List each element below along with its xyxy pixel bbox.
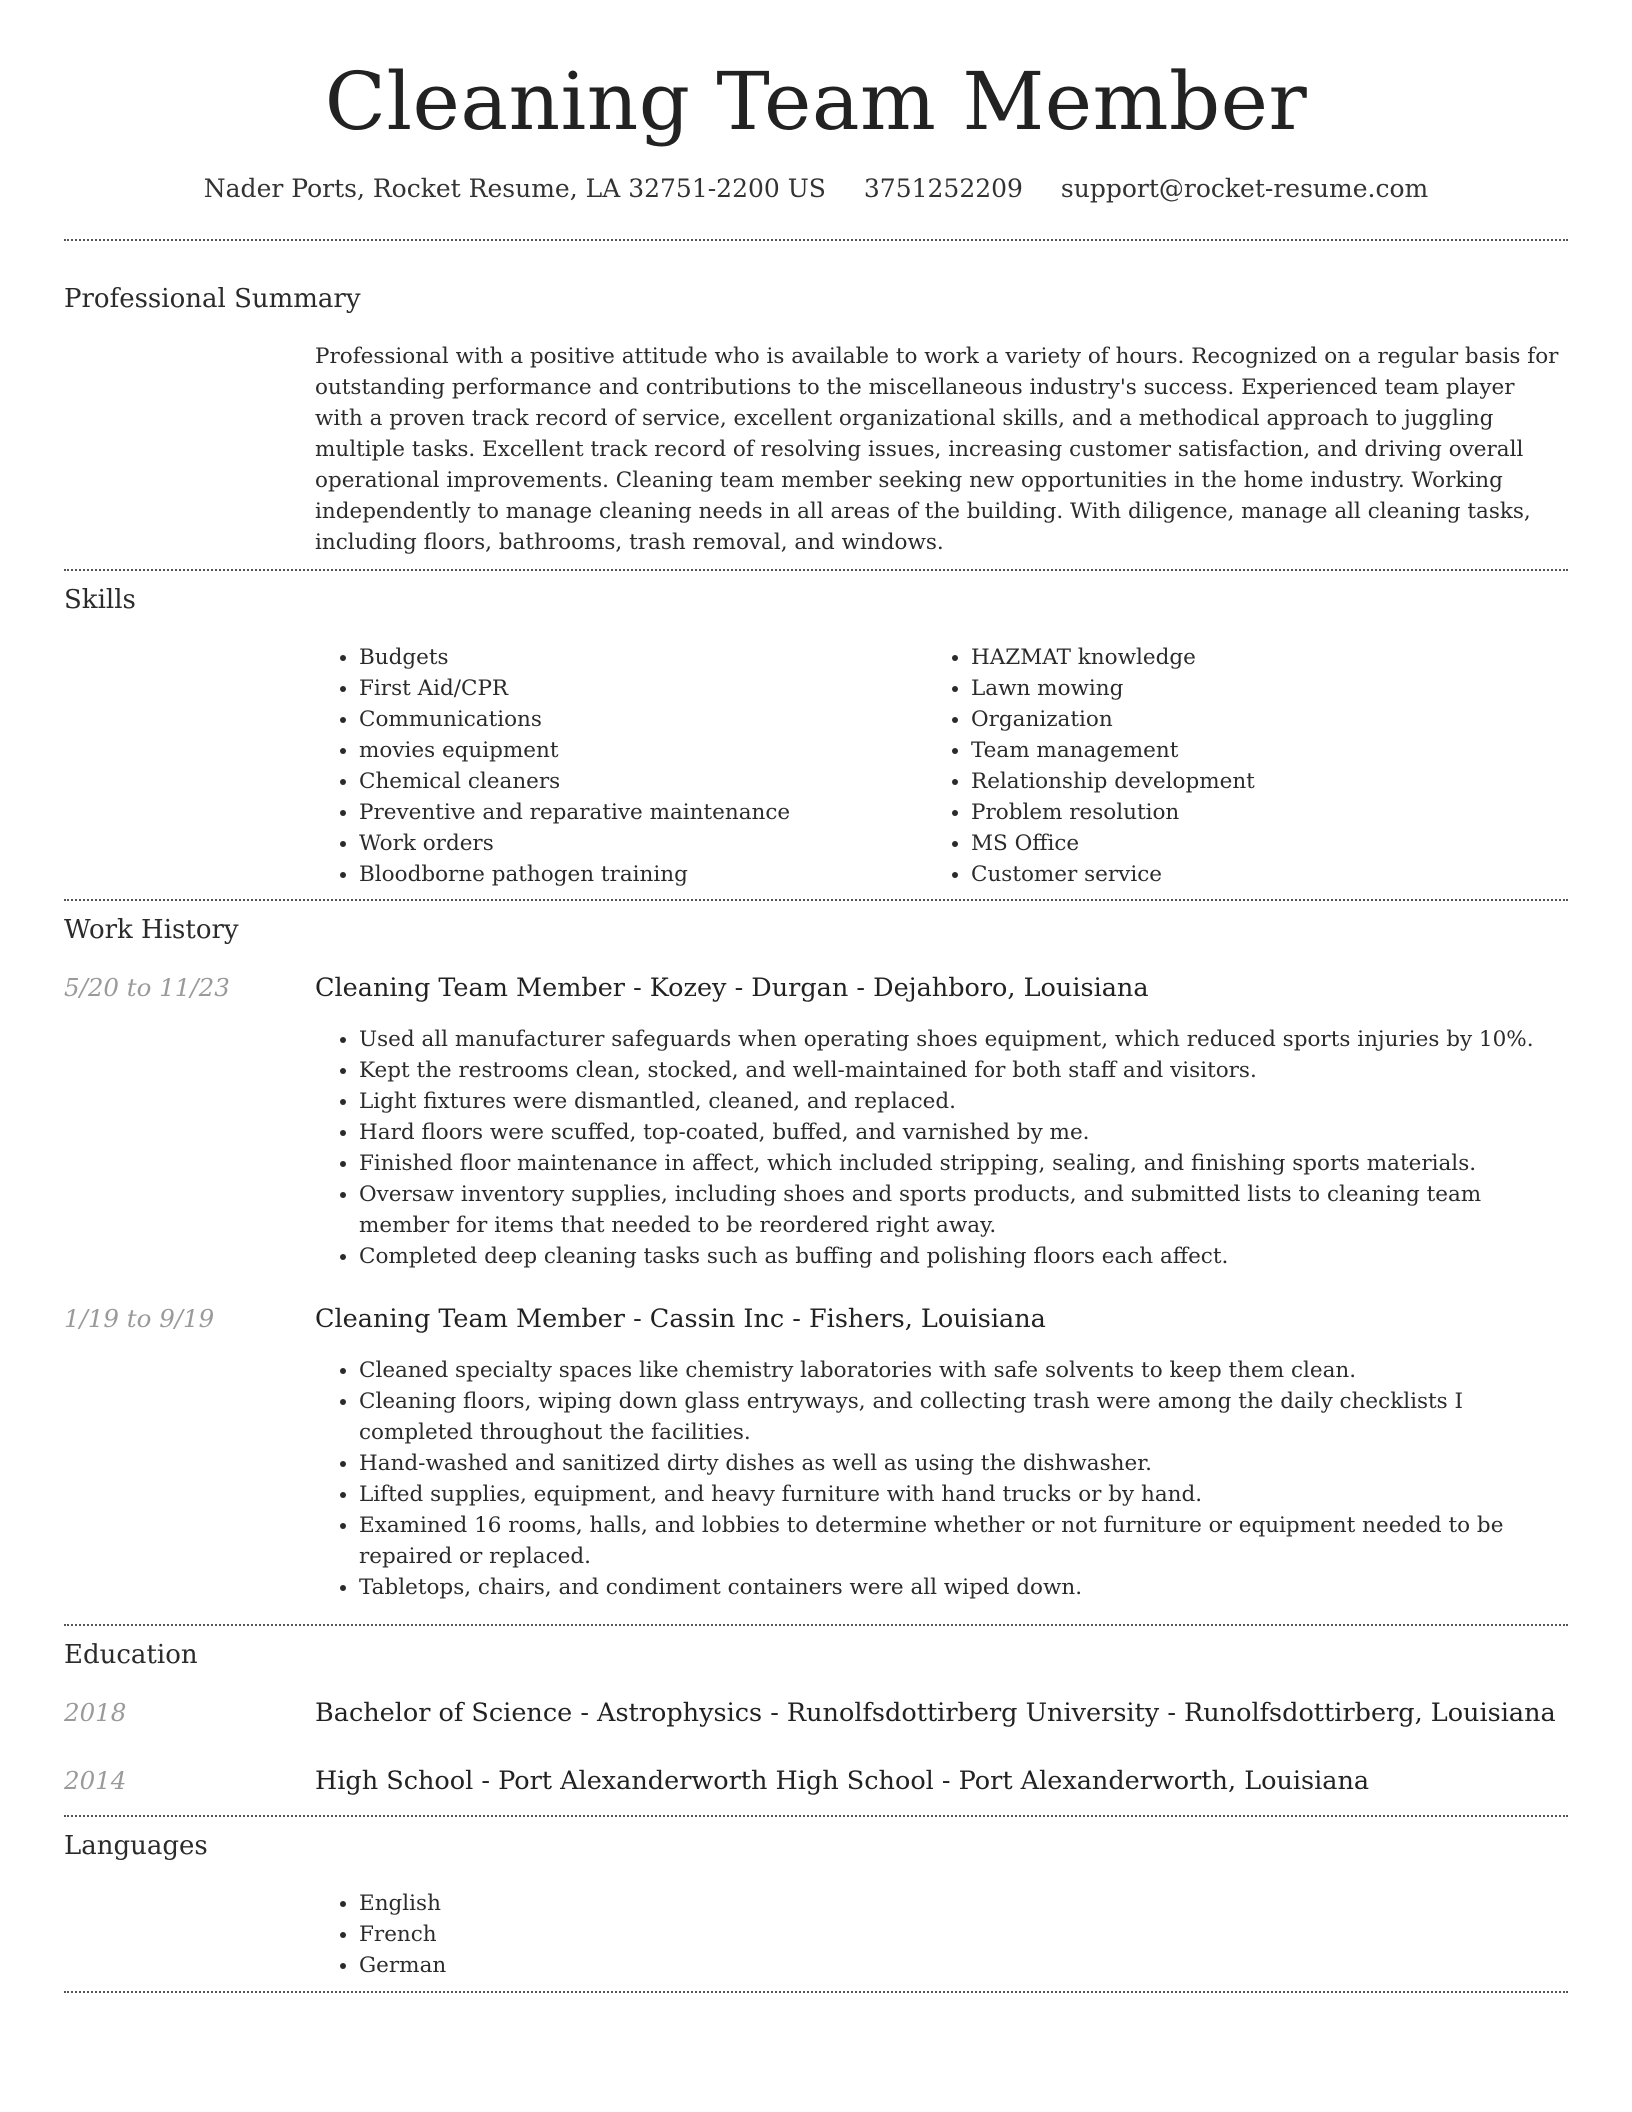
skills-column-right — [927, 642, 1527, 890]
skill-item: • First Aid/CPR — [359, 673, 915, 704]
summary-text: Professional with a positive attitude who is available to work a variety of hours. Recognized on a regular basis for outstanding performance and contributions to the miscellaneous industry's success. Experienced team player with a proven track record of service, excellent organizational skills, and a methodical approach to juggling multiple tasks. Excellent track record of resolving issues, increasing customer satisfaction, and driving overall operational improvements. Cleaning team member seeking new opportunities in the home industry. Working independently to manage cleaning needs in all areas of the building. With diligence, manage all cleaning tasks, including floors, bathrooms, trash removal, and windows. — [315, 344, 1559, 555]
skill-item: • Chemical cleaners — [359, 766, 915, 797]
skills-column-left — [315, 642, 915, 890]
education-heading: High School - Port Alexanderworth High School - Port Alexanderworth, Louisiana — [315, 1766, 1370, 1796]
skill-item: • Customer service — [971, 859, 1527, 890]
job-bullet: • Tabletops, chairs, and condiment containers were all wiped down. — [359, 1572, 1565, 1603]
contact-line — [0, 172, 1632, 206]
education-year: 2014 — [64, 1766, 127, 1795]
skills-list-right — [927, 642, 1527, 890]
section-divider — [64, 1991, 1568, 1993]
skill-item: • Communications — [359, 704, 915, 735]
skill-item: • movies equipment — [359, 735, 915, 766]
languages-block — [315, 1888, 1565, 1981]
job-bullet: • Cleaned specialty spaces like chemistry laboratories with safe solvents to keep them clean. — [359, 1355, 1565, 1386]
job-bullet-list — [315, 1024, 1565, 1272]
skills-block — [315, 642, 1565, 892]
section-divider — [64, 1815, 1568, 1817]
job-bullet: • Kept the restrooms clean, stocked, and well-maintained for both staff and visitors. — [359, 1055, 1565, 1086]
job-bullets-block — [315, 1355, 1565, 1603]
language-item: • French — [359, 1919, 1565, 1950]
skill-item: • Organization — [971, 704, 1527, 735]
summary-block — [315, 341, 1565, 558]
job-bullet: • Oversaw inventory supplies, including shoes and sports products, and submitted lists to cleaning team member for items that needed to be reordered right away. — [359, 1179, 1565, 1241]
job-bullet: • Light fixtures were dismantled, cleaned, and replaced. — [359, 1086, 1565, 1117]
language-item: • German — [359, 1950, 1565, 1981]
skill-item: • Work orders — [359, 828, 915, 859]
job-bullet: • Completed deep cleaning tasks such as buffing and polishing floors each affect. — [359, 1241, 1565, 1272]
work-section-title: Work History — [64, 915, 239, 945]
job-heading: Cleaning Team Member - Cassin Inc - Fishers, Louisiana — [315, 1304, 1046, 1334]
job-bullet: • Hand-washed and sanitized dirty dishes as well as using the dishwasher. — [359, 1448, 1565, 1479]
job-heading: Cleaning Team Member - Kozey - Durgan - Dejahboro, Louisiana — [315, 973, 1149, 1003]
job-bullet: • Used all manufacturer safeguards when operating shoes equipment, which reduced sports injuries by 10%. — [359, 1024, 1565, 1055]
language-item: • English — [359, 1888, 1565, 1919]
candidate-name: Cleaning Team Member — [324, 55, 1308, 148]
job-bullet: • Finished floor maintenance in affect, which included stripping, sealing, and finishing sports materials. — [359, 1148, 1565, 1179]
contact-address: Nader Ports, Rocket Resume, LA 32751-2200 US — [203, 174, 826, 203]
section-divider — [64, 239, 1568, 241]
section-divider — [64, 899, 1568, 901]
education-section-title: Education — [64, 1640, 198, 1670]
section-divider — [64, 569, 1568, 571]
skills-list-left — [315, 642, 915, 890]
job-bullet: • Examined 16 rooms, halls, and lobbies to determine whether or not furniture or equipment needed to be repaired or replaced. — [359, 1510, 1565, 1572]
job-dates: 1/19 to 9/19 — [64, 1304, 215, 1333]
skill-item: • HAZMAT knowledge — [971, 642, 1527, 673]
skills-section-title: Skills — [64, 585, 136, 615]
languages-list — [315, 1888, 1565, 1981]
skill-item: • Bloodborne pathogen training — [359, 859, 915, 890]
skill-item: • Relationship development — [971, 766, 1527, 797]
skill-item: • Lawn mowing — [971, 673, 1527, 704]
job-bullets-block — [315, 1024, 1565, 1272]
section-divider — [64, 1624, 1568, 1626]
job-bullet-list — [315, 1355, 1565, 1603]
skill-item: • Problem resolution — [971, 797, 1527, 828]
languages-section-title: Languages — [64, 1831, 208, 1861]
job-dates: 5/20 to 11/23 — [64, 973, 230, 1002]
skill-item: • MS Office — [971, 828, 1527, 859]
contact-phone: 3751252209 — [863, 174, 1023, 203]
summary-section-title: Professional Summary — [64, 284, 361, 314]
education-year: 2018 — [64, 1698, 127, 1727]
skill-item: • Preventive and reparative maintenance — [359, 797, 915, 828]
skill-item: • Budgets — [359, 642, 915, 673]
education-heading: Bachelor of Science - Astrophysics - Runolfsdottirberg University - Runolfsdottirberg, Louisiana — [315, 1698, 1556, 1728]
job-bullet: • Cleaning floors, wiping down glass entryways, and collecting trash were among the daily checklists I completed throughout the facilities. — [359, 1386, 1565, 1448]
skill-item: • Team management — [971, 735, 1527, 766]
job-bullet: • Lifted supplies, equipment, and heavy furniture with hand trucks or by hand. — [359, 1479, 1565, 1510]
contact-email: support@rocket-resume.com — [1060, 174, 1429, 203]
job-bullet: • Hard floors were scuffed, top-coated, buffed, and varnished by me. — [359, 1117, 1565, 1148]
